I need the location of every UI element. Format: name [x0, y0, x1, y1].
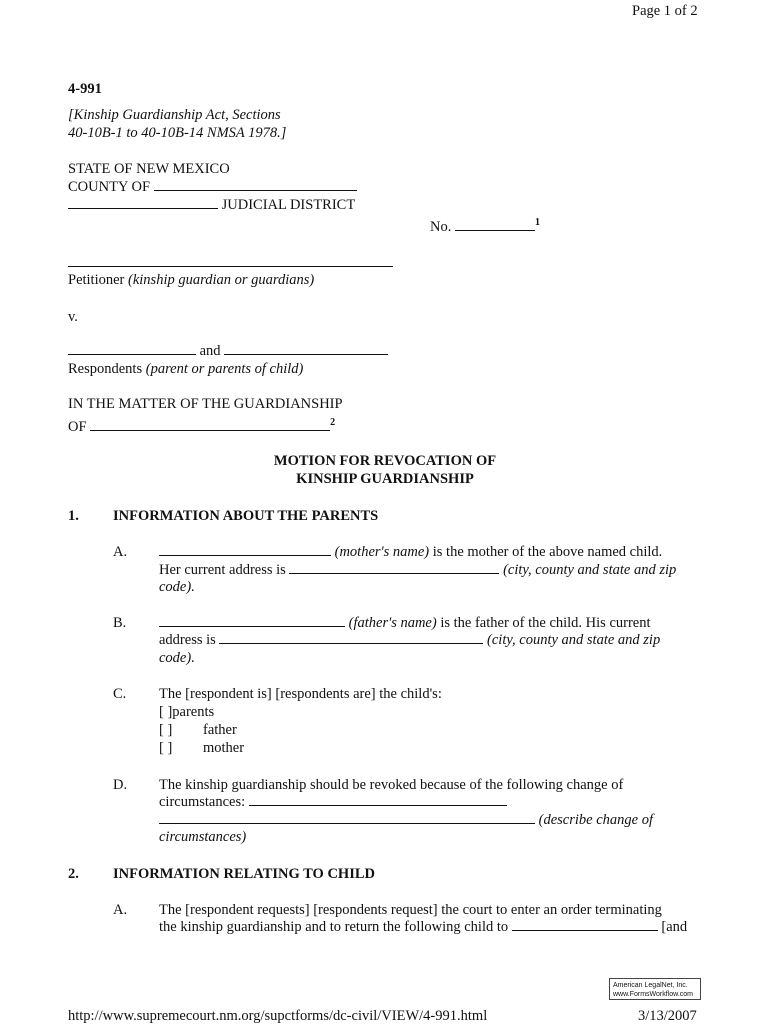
father-address-blank[interactable]	[219, 631, 483, 644]
respondents-blank-line	[68, 342, 388, 360]
item-1b-line3: code).	[159, 650, 195, 666]
matter-line2	[68, 418, 335, 436]
item-1d-line4: circumstances)	[159, 829, 247, 845]
respondents-caption	[68, 360, 303, 378]
circumstances-note: (describe change of	[538, 812, 653, 828]
stamp-line1: American LegalNet, Inc.	[613, 982, 688, 989]
section1-heading: INFORMATION ABOUT THE PARENTS	[113, 508, 379, 524]
option-mother-label: mother	[203, 740, 245, 756]
title-line1: MOTION FOR REVOCATION OF	[273, 453, 497, 469]
respondents-note: (parent or parents of child)	[145, 361, 304, 377]
circumstances-label: circumstances:	[159, 794, 246, 810]
respondent-1-blank[interactable]	[68, 342, 196, 355]
item-1b-line1	[159, 614, 651, 632]
mother-address-label: Her current address is	[159, 562, 286, 578]
checkbox-mother[interactable]: [ ]	[159, 740, 173, 756]
petitioner-blank-line	[68, 254, 393, 272]
mother-name-note: (mother's name)	[334, 544, 430, 560]
case-number-line	[430, 218, 540, 236]
section2-heading: INFORMATION RELATING TO CHILD	[113, 866, 375, 882]
item-1c-text: The [respondent is] [respondents are] the child's:	[159, 686, 442, 702]
item-2a-line2	[159, 918, 687, 936]
case-number-blank[interactable]	[455, 218, 535, 231]
district-line	[68, 196, 355, 214]
footer-url[interactable]: http://www.supremecourt.nm.org/supctforms/dc-civil/VIEW/4-991.html	[68, 1008, 488, 1024]
item-1a-line1	[159, 543, 662, 561]
stamp-line2: www.FormsWorkflow.com	[613, 991, 693, 998]
petitioner-label: Petitioner	[68, 272, 125, 288]
item-1d-line1: The kinship guardianship should be revoked because of the following change of	[159, 777, 624, 793]
item-1c-letter: C.	[113, 686, 127, 702]
form-number: 4-991	[68, 81, 102, 97]
page-indicator: Page 1 of 2	[632, 3, 698, 19]
father-name-blank[interactable]	[159, 614, 345, 627]
district-label: JUDICIAL DISTRICT	[221, 197, 356, 213]
matter-of-label: OF	[68, 419, 87, 435]
item-2a-letter: A.	[113, 902, 128, 918]
item-1b-line2	[159, 631, 660, 649]
and-word: and	[199, 343, 221, 359]
footer-date: 3/13/2007	[638, 1008, 697, 1024]
father-address-label: address is	[159, 632, 216, 648]
father-name-note: (father's name)	[348, 615, 437, 631]
footnote-marker-2: 2	[330, 417, 336, 429]
district-blank[interactable]	[68, 196, 218, 209]
act-citation-line1: [Kinship Guardianship Act, Sections	[68, 107, 281, 123]
return-to-blank[interactable]	[512, 918, 658, 931]
case-number-label: No.	[430, 219, 452, 235]
act-citation-line2: 40-10B-1 to 40-10B-14 NMSA 1978.]	[68, 125, 287, 141]
item-1a-letter: A.	[113, 544, 128, 560]
title-line2: KINSHIP GUARDIANSHIP	[296, 471, 474, 487]
county-line	[68, 178, 357, 196]
petitioner-caption	[68, 271, 314, 289]
petitioner-blank[interactable]	[68, 254, 393, 267]
state-line: STATE OF NEW MEXICO	[68, 161, 230, 177]
item-1b-text: is the father of the child. His current	[436, 615, 651, 631]
petitioner-note: (kinship guardian or guardians)	[128, 272, 315, 288]
option-parents-label: parents	[172, 704, 215, 720]
respondent-2-blank[interactable]	[224, 342, 388, 355]
item-1a-line2	[159, 561, 676, 579]
item-1a-line3: code).	[159, 579, 195, 595]
option-parents[interactable]	[159, 703, 214, 721]
option-father-label: father	[203, 722, 237, 738]
item-1b-letter: B.	[113, 615, 127, 631]
father-address-note: (city, county and state and zip	[487, 632, 661, 648]
circumstances-blank-1[interactable]	[249, 793, 507, 806]
section2-number: 2.	[68, 866, 79, 882]
item-1d-line3	[159, 811, 653, 829]
county-label: COUNTY OF	[68, 179, 151, 195]
mother-address-note: (city, county and state and zip	[503, 562, 677, 578]
checkbox-parents[interactable]: [ ]	[159, 704, 173, 720]
county-blank[interactable]	[154, 178, 357, 191]
circumstances-blank-2[interactable]	[159, 811, 535, 824]
item-1d-line2	[159, 793, 507, 811]
section1-number: 1.	[68, 508, 79, 524]
item-1a-text: is the mother of the above named child.	[429, 544, 663, 560]
versus: v.	[68, 309, 78, 325]
footnote-marker-1: 1	[534, 217, 540, 229]
child-name-blank[interactable]	[90, 418, 330, 431]
mother-address-blank[interactable]	[289, 561, 499, 574]
checkbox-father[interactable]: [ ]	[159, 722, 173, 738]
matter-line1: IN THE MATTER OF THE GUARDIANSHIP	[68, 396, 343, 412]
item-2a-suffix: [and	[661, 919, 688, 935]
item-2a-line1: The [respondent requests] [respondents request] the court to enter an order terminating	[159, 902, 662, 918]
respondents-label: Respondents	[68, 361, 143, 377]
mother-name-blank[interactable]	[159, 543, 331, 556]
return-child-label: the kinship guardianship and to return the following child to	[159, 919, 509, 935]
item-1d-letter: D.	[113, 777, 128, 793]
legalnet-stamp	[609, 978, 701, 1000]
